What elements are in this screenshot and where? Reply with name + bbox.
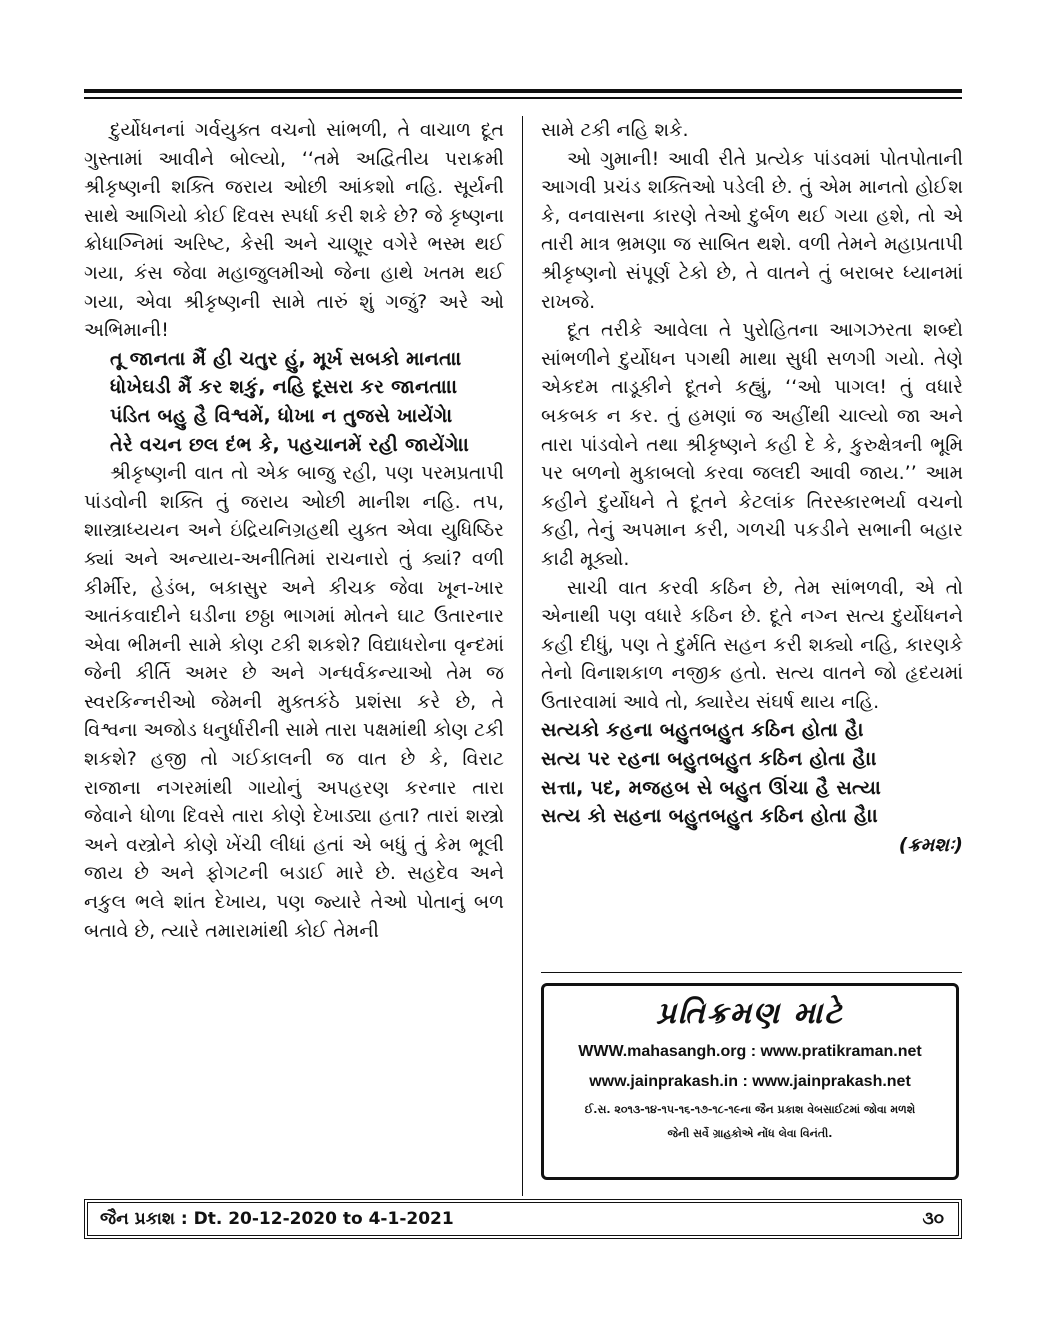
left-paragraph-1: દુર્યોધનનાં ગર્વયુક્ત વચનો સાંભળી, તે વાચાળ દૂત ગુસ્તામાં આવીને બોલ્યો, ‘‘તમે અદ્વિતીય પરાક્રમી શ્રીકૃષ્ણની શક્તિ જરાય ઓછી આંકશો નહિ. સૂર્યની સાથે આગિયો કોઈ દિવસ સ્પર્ધા કરી શકે છે? જે કૃષ્ણના ક્રોધાગ્નિમાં અરિષ્ટ, કેસી અને ચાણૂર વગેરે ભસ્મ થઈ ગયા, કંસ જેવા મહાજુલમીઓ જેના હાથે ખતમ થઈ ગયા, એવા શ્રીકૃષ્ણની સામે તારું શું ગજું? અરે ઓ અભિમાની! (84, 119, 504, 342)
top-rule-thin (84, 97, 962, 99)
notice-website-line-1: WWW.mahasangh.org : www.pratikraman.net (578, 1043, 922, 1060)
left-verse-line-4: તેરે વચન છલ દંભ કે, પહચાનમેં રહી જાયેંગે।। (110, 433, 470, 456)
right-column (541, 116, 963, 859)
right-verse-line-1: સત્યકો કહના બહુતબહુત કઠિન હોતા હૈ। (541, 719, 865, 742)
left-verse-line-1: તૂ જાનતા મૈં હી ચતુર હું, મૂર્ખ સબકો માનતા। (110, 347, 462, 370)
right-verse-line-3: સત્તા, પદ, મજહબ સે બહુત ઊંચા હૈ સત્ય। (541, 776, 882, 799)
right-verse-line-2: સત્ય પર રહના બહુતબહુત કઠિન હોતા હૈ।। (541, 748, 878, 771)
right-paragraph-2: ઓ ગુમાની! આવી રીતે પ્રત્યેક પાંડવમાં પોતપોતાની આગવી પ્રચંડ શક્તિઓ પડેલી છે. તું એમ માનતો હોઈશ કે, વનવાસના કારણે તેઓ દુર્બળ થઈ ગયા હશે, તો એ તારી માત્ર ભ્રમણા જ સાબિત થશે. વળી તેમને મહાપ્રતાપી શ્રીકૃષ્ણનો સંપૂર્ણ ટેકો છે, તે વાતને તું બરાબર ધ્યાનમાં રાખજે. (541, 147, 963, 313)
right-verse-line-4: સત્ય કો સહના બહુતબહુત કઠિન હોતા હૈ।। (541, 805, 879, 828)
footer-page-number: ૩૦ (922, 1209, 944, 1229)
notice-request-line: જેની સર્વે ગ્રાહકોએ નોંધ લેવા વિનંતી. (667, 1127, 833, 1140)
top-rule-thick (84, 89, 962, 93)
right-paragraph-1: સામે ટકી નહિ શકે. (541, 119, 689, 141)
right-paragraph-4: સાચી વાત કરવી કઠિન છે, તેમ સાંભળવી, એ તો એનાથી પણ વધારે કઠિન છે. દૂતે નગ્ન સત્ય દુર્યોધનને કહી દીધું, પણ તે દુર્મતિ સહન કરી શક્યો નહિ, કારણકે તેનો વિનાશકાળ નજીક હતો. સત્ય વાતને જો હૃદયમાં ઉતારવામાં આવે તો, ક્યારેય સંઘર્ષ થાય નહિ. (541, 576, 963, 713)
left-verse-line-2: ધોખેઘડી મૈં કર શકું, નહિ દૂસરા કર જાનતા।। (110, 376, 458, 399)
notice-title: પ્રતિક્રમણ માટે (656, 996, 844, 1031)
right-paragraph-3: દૂત તરીકે આવેલા તે પુરોહિતના આગઝરતા શબ્દો સાંભળીને દુર્યોધન પગથી માથા સુધી સળગી ગયો. તેણે એકદમ તાડૂકીને દૂતને કહ્યું, ‘‘ઓ પાગલ! તું વધારે બકબક ન કર. તું હમણાં જ અહીંથી ચાલ્યો જા અને તારા પાંડવોને તથા શ્રીકૃષ્ણને કહી દે કે, કુરુક્ષેત્રની ભૂમિ પર બળનો મુકાબલો કરવા જલદી આવી જાય.’’ આમ કહીને દુર્યોધને તે દૂતને કેટલાંક તિરસ્કારભર્યા વચનો કહી, તેનું અપમાન કરી, ગળચી પકડીને સભાની બહાર કાઢી મૂક્યો. (541, 319, 963, 570)
page-footer (84, 1199, 962, 1239)
left-verse-line-3: પંડિત બહુ હૈ વિશ્વમેં, ધોખા ન તુજસે ખાયેંગે। (110, 404, 453, 427)
box-separator-rule (541, 972, 962, 973)
column-divider (522, 116, 523, 1196)
left-column (84, 116, 504, 945)
notice-years-line: ઈ.સ. ૨૦૧૩-૧૪-૧૫-૧૬-૧૭-૧૮-૧૯ના જૈન પ્રકાશ વેબસાઈટમાં જોવા મળશે (584, 1103, 916, 1116)
left-paragraph-2: શ્રીકૃષ્ણની વાત તો એક બાજુ રહી, પણ પરમપ્રતાપી પાંડવોની શક્તિ તું જરાય ઓછી માનીશ નહિ. તપ, શાસ્ત્રાધ્યયન અને ઇંદ્રિયનિગ્રહથી યુક્ત એવા યુધિષ્ઠિર ક્યાં અને અન્યાય-અનીતિમાં રાચનારો તું ક્યાં? વળી કીર્મીર, હેડંબ, બકાસુર અને કીચક જેવા ખૂન-ખાર આતંકવાદીને ઘડીના છઠ્ઠા ભાગમાં મોતને ઘાટ ઉતારનાર એવા ભીમની સામે કોણ ટકી શકશે? વિદ્યાધરોના વૃન્દમાં જેની કીર્તિ અમર છે અને ગન્ધર્વકન્યાઓ તેમ જ સ્વરકિન્નરીઓ જેમની મુક્તકંઠે પ્રશંસા કરે છે, તે વિશ્વના અજોડ ધનુર્ધારીની સામે તારા પક્ષમાંથી કોણ ટકી શકશે? હજી તો ગઈકાલની જ વાત છે કે, વિરાટ રાજાના નગરમાંથી ગાયોનું અપહરણ કરનાર તારા જેવાને ધોળા દિવસે તારા કોણે દેખાડ્યા હતા? તારાં શસ્ત્રો અને વસ્ત્રોને કોણે ખેંચી લીધાં હતાં એ બધું તું કેમ ભૂલી જાય છે અને ફોગટની બડાઈ મારે છે. સહદેવ અને નકુલ ભલે શાંત દેખાય, પણ જ્યારે તેઓ પોતાનું બળ બતાવે છે, ત્યારે તમારામાંથી કોઈ તેમની (84, 462, 504, 942)
notice-website-line-2: www.jainprakash.in : www.jainprakash.net (589, 1073, 911, 1090)
pratikraman-notice-box (541, 983, 959, 1180)
footer-publication-date: જૈન પ્રકાશ : Dt. 20-12-2020 to 4-1-2021 (100, 1209, 454, 1229)
continued-marker: (ક્રમશઃ) (898, 833, 963, 856)
